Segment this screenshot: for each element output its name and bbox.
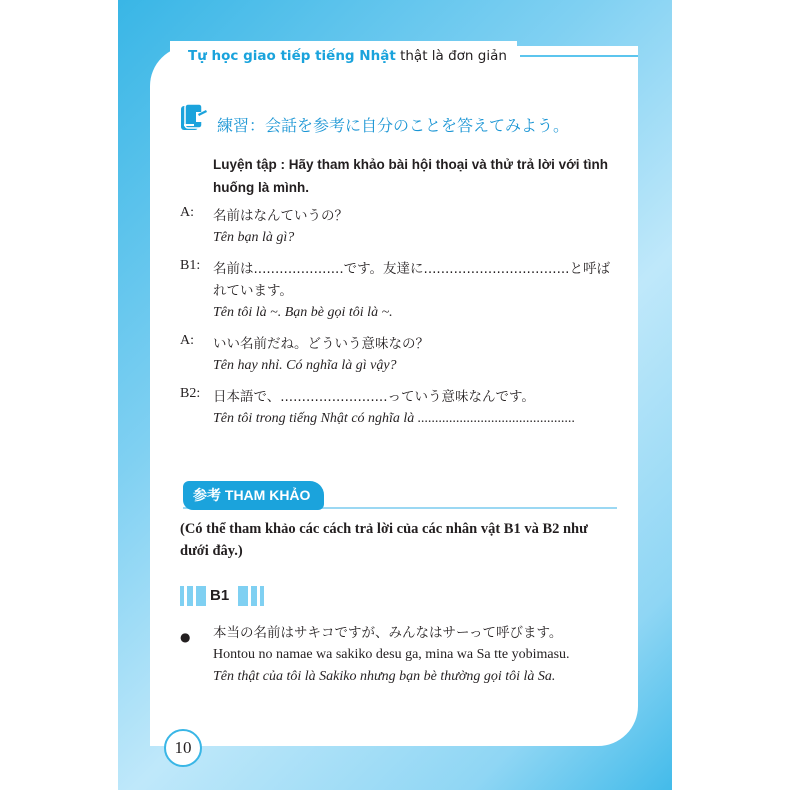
dialogue-vi: Tên tôi trong tiếng Nhật có nghĩa là ............................................. (213, 411, 576, 426)
example-vi: Tên thật của tôi là Sakiko nhưng bạn bè thường gọi tôi là Sa. (213, 669, 556, 684)
reference-badge: 参考 THAM KHẢO (183, 481, 324, 510)
exercise-instruction: Luyện tập : Hãy tham khảo bài hội thoại và thử trả lời với tình huống là mình. (213, 157, 609, 195)
header-title-highlight: Tự học giao tiếp tiếng Nhật (188, 48, 396, 64)
speaker-label: A: (180, 205, 194, 220)
exercise-title: 練習：会話を参考に自分のことを答えてみよう。 (217, 116, 570, 135)
running-header (170, 41, 517, 71)
dialogue-jp: 名前はなんていうの？ (213, 208, 348, 224)
notebook-pencil-icon (180, 104, 208, 134)
reference-note: (Có thể tham khảo các cách trả lời của các nhân vật B1 và B2 như dưới đây.) (180, 521, 588, 559)
example-romaji: Hontou no namae wa sakiko desu ga, mina wa Sa tte yobimasu. (213, 647, 570, 662)
dialogue-jp: 名前は.....................です。友達に..................................と呼ばれています。 (213, 261, 610, 299)
b1-example (213, 622, 633, 688)
bullet-icon: ● (180, 630, 191, 644)
dialogue-jp: いい名前だね。どういう意味なの？ (213, 336, 429, 352)
dialogue-vi: Tên hay nhỉ. Có nghĩa là gì vậy? (213, 358, 397, 373)
speaker-label: B1: (180, 258, 201, 273)
header-rule (520, 55, 638, 57)
dialogue-jp: 日本語で、.........................っていう意味なんです。 (213, 389, 535, 405)
dialogue-vi: Tên tôi là ~. Bạn bè gọi tôi là ~. (213, 305, 393, 320)
page-number: 10 (164, 729, 202, 767)
header-title-rest: thật là đơn giản (395, 48, 507, 64)
b1-label: B1 (210, 587, 230, 604)
example-jp: 本当の名前はサキコですが、みんなはサーって呼びます。 (213, 625, 563, 641)
dialogue-vi: Tên bạn là gì? (213, 230, 295, 245)
speaker-label: B2: (180, 386, 201, 401)
speaker-label: A: (180, 333, 194, 348)
